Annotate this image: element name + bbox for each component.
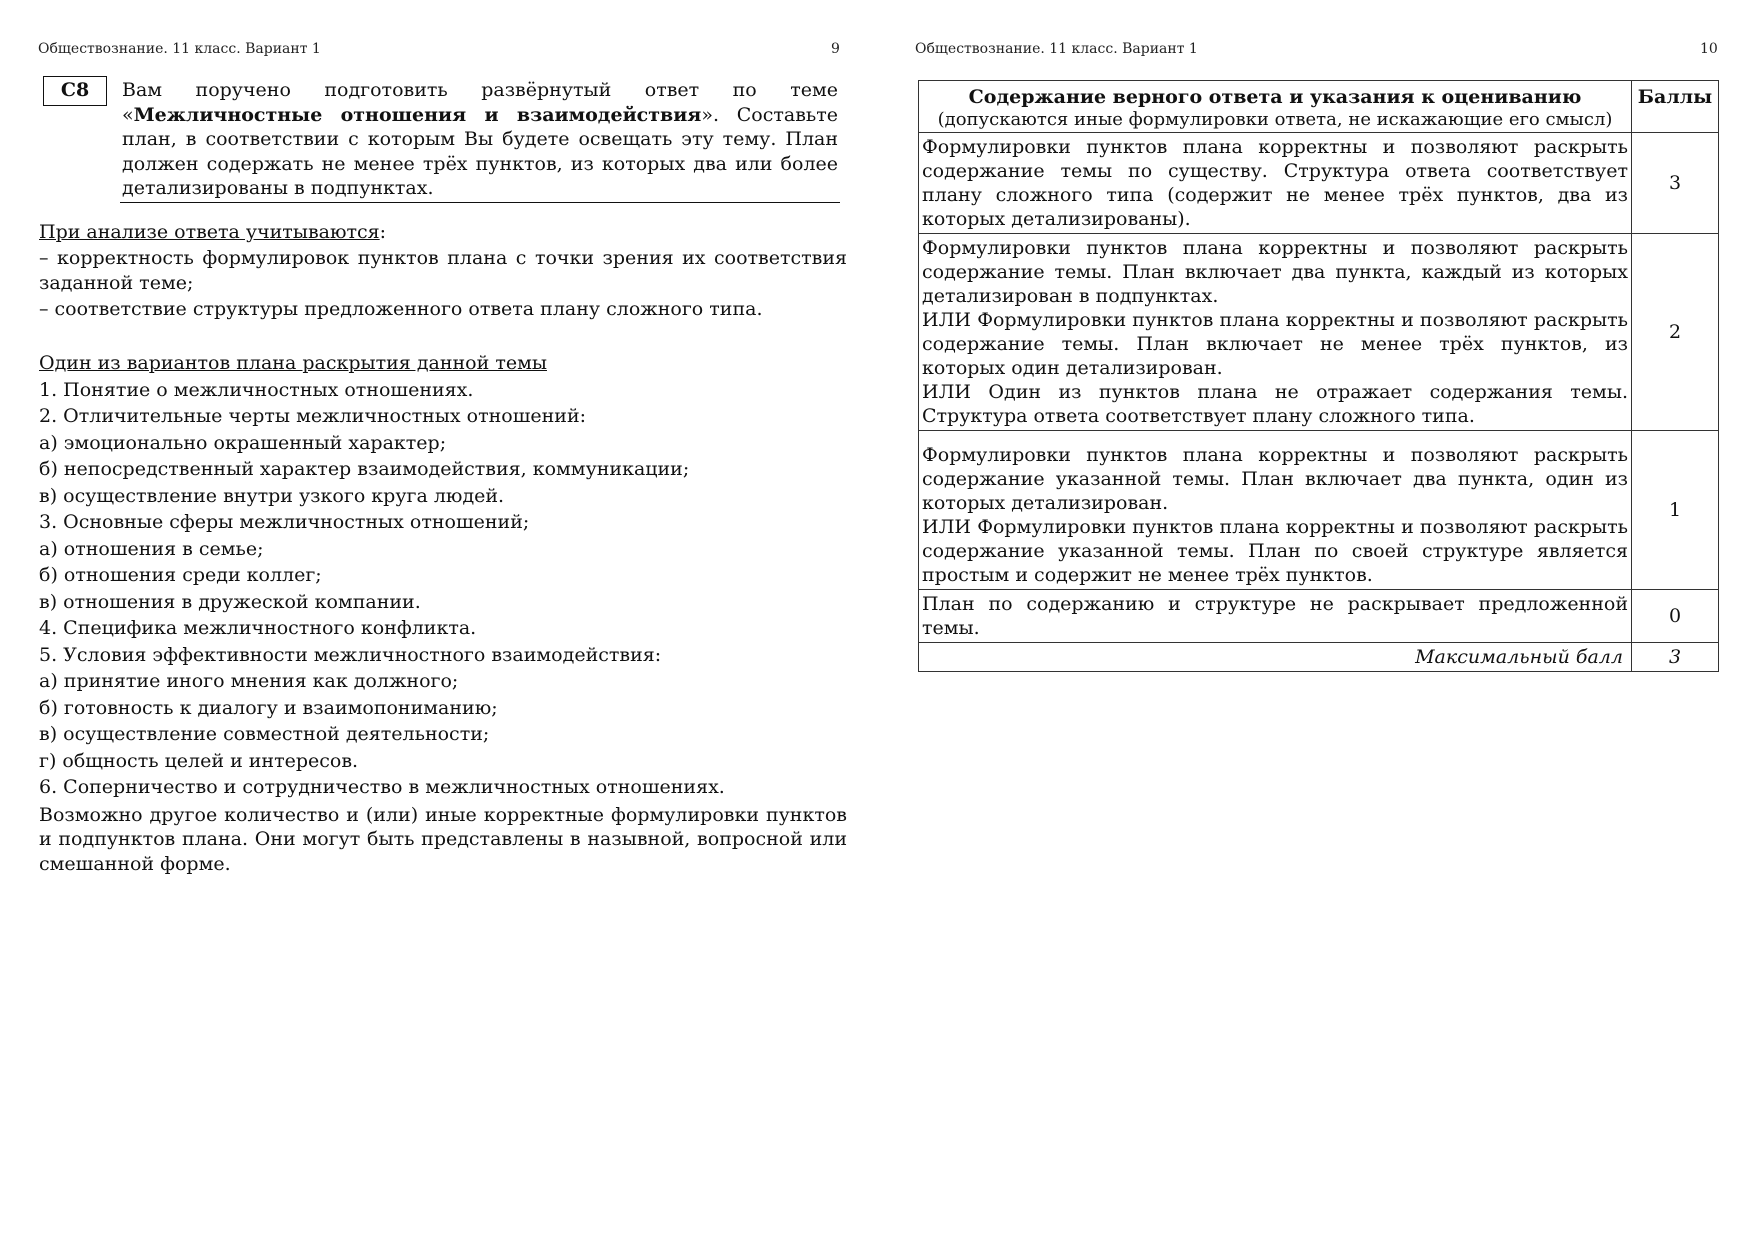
task-label: С8 (43, 76, 107, 106)
table-row (919, 431, 1719, 590)
plan-line: а) эмоционально окрашенный характер; (39, 431, 447, 454)
scoring-table (918, 80, 1719, 672)
page-number: 10 (1700, 41, 1718, 57)
header-content-cell (919, 81, 1632, 133)
header-points: Баллы (1632, 81, 1719, 133)
row-points: 2 (1632, 234, 1719, 431)
row-points: 3 (1632, 133, 1719, 234)
page-header-title: Обществознание. 11 класс. Вариант 1 (915, 41, 1198, 57)
row-description: Формулировки пунктов плана корректны и позволяют раскрыть содержание темы. План включает два пункта, каждый из которых детализирован в подпунктах. ИЛИ Формулировки пунктов плана корректны и позволяют раскрыть содержание темы. План включает не менее трёх пунктов, из которых один детализирован. ИЛИ Один из пунктов плана не отражает содержания темы. Структура ответа соответствует плану сложного типа. (919, 234, 1632, 431)
plan-note: Возможно другое количество и (или) иные корректные формулировки пунктов и подпунктов плана. Они могут быть представлены в назывной, вопросной или смешанной форме. (39, 803, 847, 875)
criteria-item: – корректность формулировок пунктов плана с точки зрения их соответствия заданной теме; (39, 246, 847, 294)
plan-heading: Один из вариантов плана раскрытия данной темы (39, 352, 547, 374)
plan-line: 1. Понятие о межличностных отношениях. (39, 378, 474, 401)
task-divider (120, 202, 840, 203)
criteria-item: – соответствие структуры предложенного ответа плану сложного типа. (39, 297, 763, 320)
criteria-heading: При анализе ответа учитываются: (39, 221, 387, 243)
max-score-label: Максимальный балл (919, 643, 1632, 672)
plan-line: в) отношения в дружеской компании. (39, 590, 421, 613)
plan-line: 6. Соперничество и сотрудничество в межличностных отношениях. (39, 776, 725, 798)
table-row (919, 133, 1719, 234)
row-description: План по содержанию и структуре не раскрывает предложенной темы. (919, 590, 1632, 643)
plan-line: б) готовность к диалогу и взаимопониманию; (39, 696, 498, 719)
plan-line: в) осуществление совместной деятельности; (39, 723, 490, 745)
table-row (919, 234, 1719, 431)
plan-line: 5. Условия эффективности межличностного взаимодействия: (39, 643, 662, 666)
table-row (919, 590, 1719, 643)
task-text-before: Вам поручено подготовить развёрнутый ответ по теме « (122, 79, 838, 126)
plan-line: а) принятие иного мнения как должного; (39, 670, 459, 692)
row-points: 1 (1632, 431, 1719, 590)
evaluation-criteria (39, 220, 847, 322)
sample-plan (39, 350, 847, 876)
plan-line: 4. Специфика межличностного конфликта. (39, 617, 477, 639)
page-number: 9 (831, 41, 840, 57)
row-points: 0 (1632, 590, 1719, 643)
row-description: Формулировки пунктов плана корректны и позволяют раскрыть содержание указанной темы. План включает два пункта, один из которых детализирован. ИЛИ Формулировки пунктов плана корректны и позволяют раскрыть содержание указанной темы. План по своей структуре является простым и содержит не менее трёх пунктов. (919, 431, 1632, 590)
task-topic: Межличностные отношения и взаимодействия (133, 103, 702, 126)
plan-line: б) непосредственный характер взаимодействия, коммуникации; (39, 458, 690, 480)
row-description: Формулировки пунктов плана корректны и позволяют раскрыть содержание темы по существу. Структура ответа соответствует плану сложного типа (содержит не менее трёх пунктов, два из которых детализированы). (919, 133, 1632, 234)
task-text (122, 78, 838, 201)
right-page (877, 0, 1754, 1239)
plan-line: в) осуществление внутри узкого круга людей. (39, 484, 505, 507)
plan-line: а) отношения в семье; (39, 537, 264, 560)
header-main: Содержание верного ответа и указания к оцениванию (968, 86, 1582, 108)
header-sub: (допускаются иные формулировки ответа, не искажающие его смысл) (937, 109, 1613, 130)
page-header-title: Обществознание. 11 класс. Вариант 1 (38, 41, 321, 57)
plan-line: б) отношения среди коллег; (39, 564, 322, 586)
table-header-row (919, 81, 1719, 133)
task-text-after: ». Составьте план, в соответствии с которым Вы будете освещать эту тему. План должен содержать не менее трёх пунктов, из которых два или более детализированы в подпунктах. (122, 103, 838, 199)
plan-line: г) общность целей и интересов. (39, 749, 359, 772)
plan-line: 3. Основные сферы межличностных отношений; (39, 511, 530, 533)
table-total-row (919, 643, 1719, 672)
plan-line: 2. Отличительные черты межличностных отношений: (39, 405, 587, 427)
max-score-value: 3 (1632, 643, 1719, 672)
